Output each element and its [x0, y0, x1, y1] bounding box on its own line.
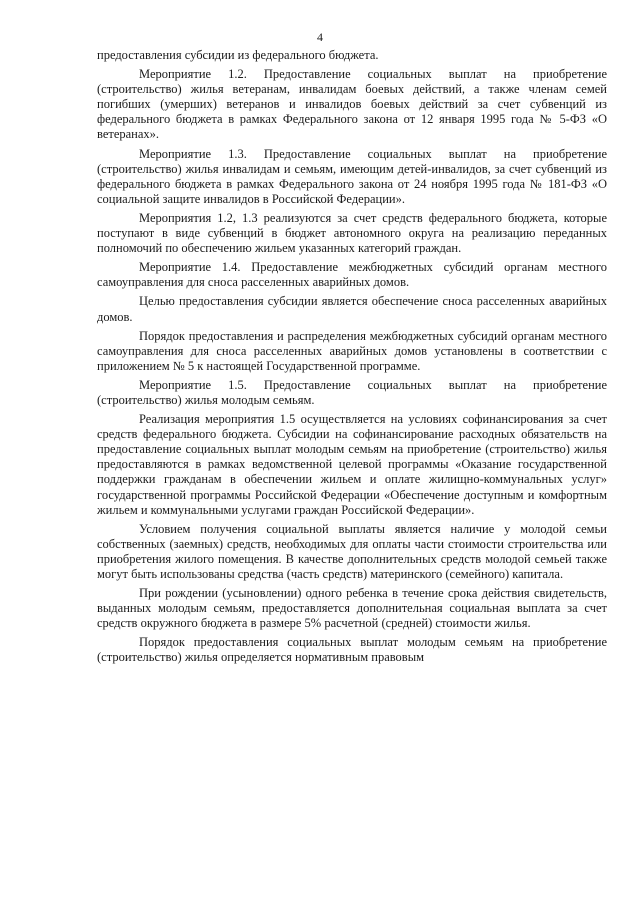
paragraph: Условием получения социальной выплаты является наличие у молодой семьи собственных (заемных) средств, необходимых для оплаты части стоимости строительства или приобретения жилого помещения. В качестве дополнительных средств молодой семьей также могут быть использованы средства (часть средств) материнского (семейного) капитала. [97, 521, 607, 581]
page-number: 4 [317, 30, 323, 44]
paragraph: Мероприятия 1.2, 1.3 реализуются за счет средств федерального бюджета, которые поступают в виде субвенций в бюджет автономного округа на реализацию переданных полномочий по обеспечению жильем указанных категорий граждан. [97, 210, 607, 256]
paragraph: Мероприятие 1.5. Предоставление социальных выплат на приобретение (строительство) жилья молодым семьям. [97, 377, 607, 407]
paragraph: Реализация мероприятия 1.5 осуществляется на условиях софинансирования за счет средств федерального бюджета. Субсидии на софинансирование расходных обязательств на предоставление социальных выплат молодым семьям на приобретение (строительство) жилья предоставляются в рамках ведомственной целевой программы «Оказание государственной поддержки гражданам в обеспечении жильем и оплате жилищно-коммунальных услуг» государственной программы Российской Федерации «Обеспечение доступным и комфортным жильем и коммунальными услугами граждан Российской Федерации». [97, 412, 607, 517]
paragraph: Порядок предоставления социальных выплат молодым семьям на приобретение (строительство) жилья определяется нормативным правовым [97, 635, 607, 665]
paragraph: При рождении (усыновлении) одного ребенка в течение срока действия свидетельств, выданных молодым семьям, предоставляется дополнительная социальная выплата за счет средств окружного бюджета в размере 5% расчетной (средней) стоимости жилья. [97, 586, 607, 631]
paragraph: Мероприятие 1.4. Предоставление межбюджетных субсидий органам местного самоуправления для сноса расселенных аварийных домов. [97, 260, 607, 290]
paragraph: Мероприятие 1.2. Предоставление социальных выплат на приобретение (строительство) жилья ветеранам, инвалидам боевых действий, а также членам семей погибших (умерших) ветеранов и инвалидов боевых действий за счет субвенций из федерального бюджета в рамках Федерального закона от 12 января 1995 года № 5-ФЗ «О ветеранах». [97, 67, 607, 142]
paragraph: Целью предоставления субсидии является обеспечение сноса расселенных аварийных домов. [97, 294, 607, 324]
paragraph: Мероприятие 1.3. Предоставление социальных выплат на приобретение (строительство) жилья инвалидам и семьям, имеющим детей-инвалидов, за счет субвенций из федерального бюджета в рамках Федерального закона от 24 ноября 1995 года № 181-ФЗ «О социальной защите инвалидов в Российской Федерации». [97, 146, 607, 206]
document-body [97, 48, 607, 670]
paragraph: предоставления субсидии из федерального бюджета. [97, 48, 379, 62]
paragraph: Порядок предоставления и распределения межбюджетных субсидий органам местного самоуправления для сноса расселенных аварийных домов установлены в соответствии с приложением № 5 к настоящей Государственной программе. [97, 328, 607, 373]
